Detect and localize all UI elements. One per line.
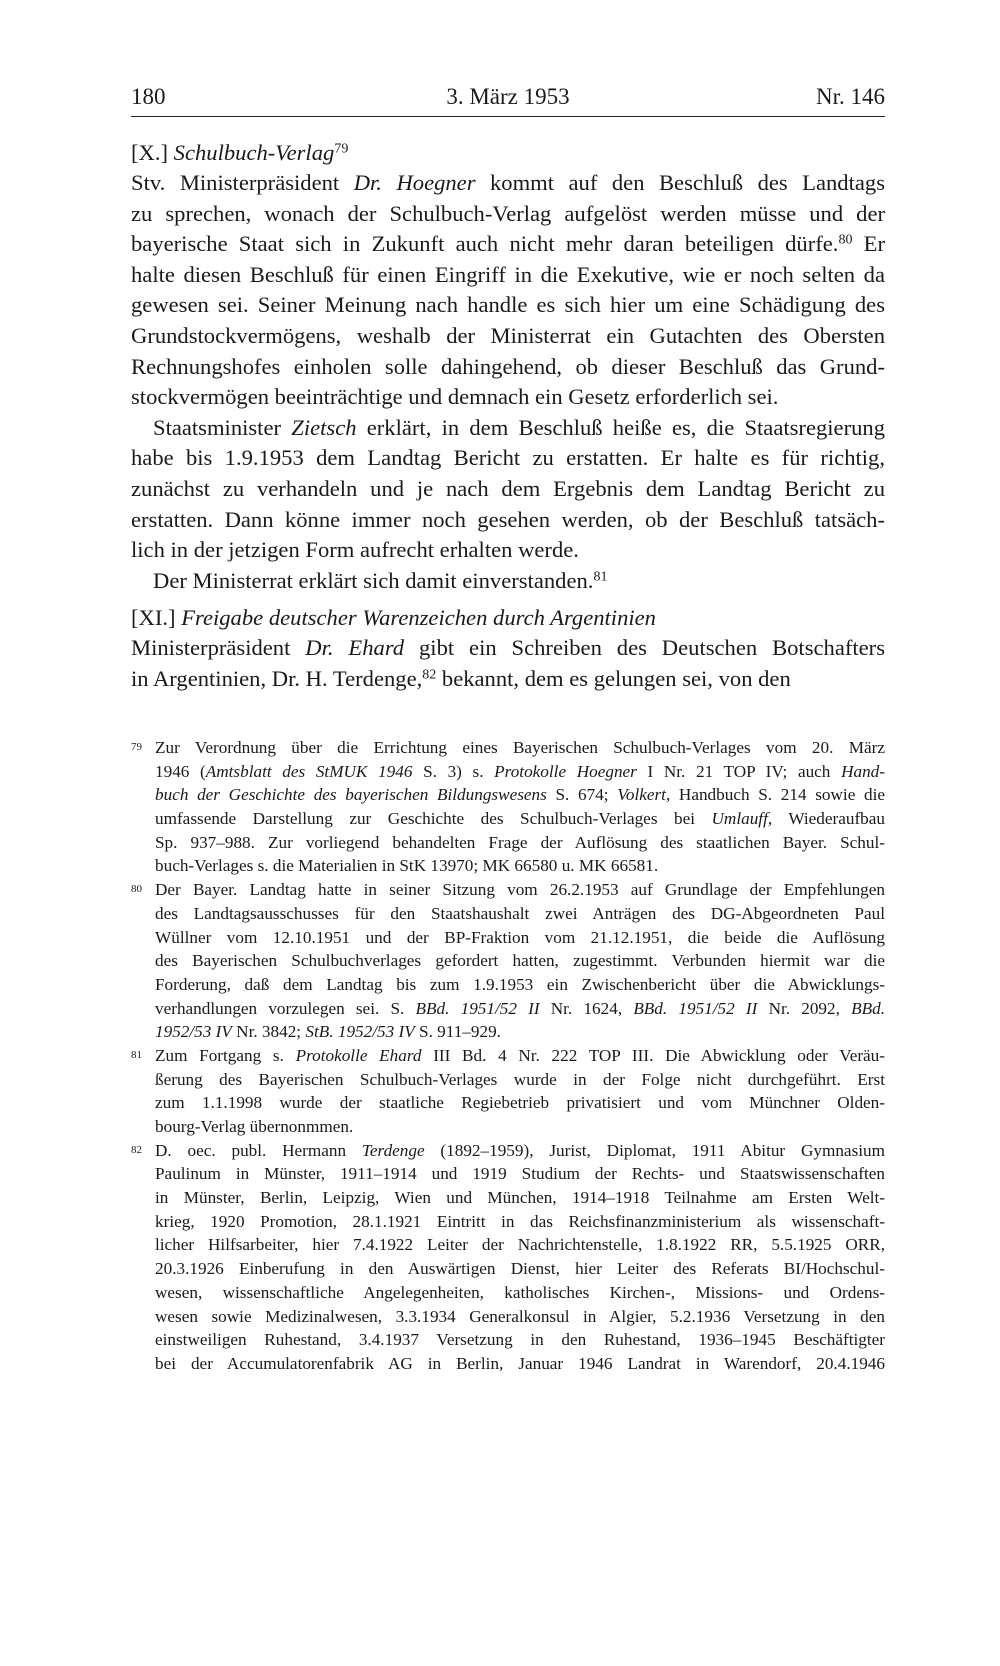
text-run: , Handbuch S. 214 sowie die	[665, 785, 885, 805]
italic-text: Terdenge	[361, 1140, 425, 1160]
text-run: Zum Fortgang s.	[155, 1045, 296, 1065]
text-run: Der Bayer. Landtag hatte in seiner Sitzung vom 26.2.1953 auf Grundlage der Empfehlungen	[155, 880, 885, 900]
italic-text: Hand-	[841, 761, 885, 781]
footnote-line	[155, 1328, 885, 1352]
text-run: Grundstockvermögens, weshalb der Ministerrat ein Gutachten des Obersten	[131, 322, 885, 348]
text-run: ßerung des Bayerischen Schulbuch-Verlages wurde in der Folge nicht durchgeführt. Erst	[155, 1069, 885, 1089]
text-run: Forderung, daß dem Landtag bis zum 1.9.1953 ein Zwischenbericht über die Abwicklungs-	[155, 974, 885, 994]
footnote-number: 82	[131, 1143, 142, 1156]
text-run: S. 674;	[546, 785, 618, 805]
text-run: wesen, wissenschaftliche Angelegenheiten, katholisches Kirchen-, Missions- und Ordens-	[155, 1282, 885, 1302]
paragraph	[131, 566, 885, 597]
italic-text: Amtsblatt des StMUK 1946	[205, 761, 413, 781]
footnote-line	[155, 1186, 885, 1210]
footnote-line	[155, 902, 885, 926]
italic-text: Protokolle Ehard	[295, 1045, 422, 1065]
footnote-ref: 81	[593, 569, 608, 585]
header-date: 3. März 1953	[446, 84, 570, 109]
section-heading	[131, 602, 885, 633]
italic-text: buch der Geschichte des bayerischen Bildungswesens	[155, 785, 547, 805]
footnote-line	[155, 1068, 885, 1092]
footnote-line	[155, 1020, 885, 1044]
footnote-line	[155, 1281, 885, 1305]
running-header	[131, 82, 885, 117]
text-line	[131, 664, 885, 695]
footnote-ref: 80	[838, 232, 853, 248]
text-run: S. 3) s.	[412, 761, 495, 781]
italic-text: StB. 1952/53 IV	[305, 1022, 415, 1042]
text-run: bourg-Verlag übernonmmen.	[155, 1117, 354, 1136]
text-run: erstatten. Dann könne immer noch gesehen werden, ob der Beschluß tatsäch-	[131, 506, 885, 532]
footnote-line	[155, 1210, 885, 1234]
section-roman: [XI.]	[131, 605, 176, 630]
text-line	[131, 382, 885, 413]
text-line	[131, 290, 885, 321]
text-run: (1892–1959), Jurist, Diplomat, 1911 Abitur Gymnasium	[424, 1140, 885, 1160]
text-run: habe bis 1.9.1953 dem Landtag Bericht zu erstatten. Er halte es für richtig,	[131, 445, 885, 471]
section-roman: [X.]	[131, 140, 169, 165]
text-run: Staatsminister	[153, 414, 292, 440]
text-run: des Landtagsausschusses für den Staatshaushalt zwei Anträgen des DG-Abgeordneten Paul	[155, 903, 885, 923]
page-number: 180	[131, 84, 166, 109]
text-run: Nr. 3842;	[231, 1022, 306, 1042]
text-run: bekannt, dem es gelungen sei, von den	[436, 665, 791, 691]
text-run: bei der Accumulatorenfabrik AG in Berlin, Januar 1946 Landrat in Warendorf, 20.4.1946	[155, 1353, 885, 1373]
document-number: Nr. 146	[816, 84, 885, 109]
footnote-line	[155, 997, 885, 1021]
text-run: lich in der jetzigen Form aufrecht erhalten werde.	[131, 537, 579, 563]
italic-text: BBd. 1951/52 II	[415, 998, 540, 1018]
text-run: des Bayerischen Schulbuchverlages gefordert hatten, zugestimmt. Verbunden hiermit war die	[155, 951, 885, 971]
footnote-line	[155, 1305, 885, 1329]
text-run: Der Ministerrat erklärt sich damit einverstanden.	[153, 567, 594, 593]
text-run: krieg, 1920 Promotion, 28.1.1921 Eintritt in das Reichsfinanzministerium als wissenschaft-	[155, 1211, 885, 1231]
text-run: D. oec. publ. Hermann	[155, 1140, 362, 1160]
text-line	[131, 352, 885, 383]
text-line	[131, 474, 885, 505]
footnote-line	[155, 926, 885, 950]
footnote-number: 80	[131, 883, 142, 896]
footnote-line	[155, 1044, 885, 1068]
section-body	[131, 168, 885, 596]
text-line	[131, 199, 885, 230]
text-run: Ministerpräsident	[131, 635, 306, 660]
text-line	[131, 321, 885, 352]
text-run: zu sprechen, wonach der Schulbuch-Verlag aufgelöst werden müsse und der	[131, 200, 885, 226]
text-line	[131, 633, 885, 664]
footnote-line	[155, 1115, 885, 1139]
text-run: 1946 (	[155, 761, 206, 781]
text-run: kommt auf den Beschluß des Landtags	[475, 170, 886, 195]
footnote-line	[155, 1352, 885, 1376]
text-line	[131, 566, 885, 597]
footnote-line	[155, 1257, 885, 1281]
text-run: in Argentinien, Dr. H. Terdenge,	[131, 665, 423, 691]
text-run: Wüllner vom 12.10.1951 und der BP-Fraktion vom 21.12.1951, die beide die Auflösung	[155, 927, 885, 947]
text-line	[131, 443, 885, 474]
text-run: bayerische Staat sich in Zukunft auch nicht mehr daran beteiligen dürfe.	[131, 231, 839, 257]
section-heading	[131, 137, 885, 168]
text-run: licher Hilfsarbeiter, hier 7.4.1922 Leiter der Nachrichtenstelle, 1.8.1922 RR, 5.5.1925 ORR,	[155, 1235, 885, 1255]
text-run: , Wiederaufbau	[767, 809, 885, 829]
text-line	[131, 260, 885, 291]
italic-text: 1952/53 IV	[155, 1022, 232, 1042]
footnote-ref: 82	[422, 666, 437, 682]
text-run: Nr. 1624,	[539, 998, 634, 1018]
text-run: Paulinum in Münster, 1911–1914 und 1919 Studium der Rechts- und Staatswissenschaften	[155, 1164, 885, 1184]
text-line	[131, 505, 885, 536]
paragraph	[131, 633, 885, 694]
text-run: S. 911–929.	[414, 1022, 501, 1042]
text-run: gibt ein Schreiben des Deutschen Botschafters	[404, 635, 886, 660]
text-run: Er	[852, 231, 886, 257]
footnote-line	[155, 1091, 885, 1115]
footnote-line	[155, 973, 885, 997]
text-run: einstweiligen Ruhestand, 3.4.1937 Versetzung in den Ruhestand, 1936–1945 Beschäftigter	[155, 1330, 885, 1350]
footnote-line	[155, 736, 885, 760]
italic-text: Volkert	[617, 785, 666, 805]
section-body	[131, 633, 885, 694]
footnote-79	[131, 736, 885, 878]
footnote-line	[155, 949, 885, 973]
footnote-line	[155, 831, 885, 855]
text-run: 20.3.1926 Einberufung in den Auswärtigen Dienst, hier Leiter des Referats BI/Hochschul-	[155, 1259, 885, 1279]
text-line	[131, 168, 885, 199]
footnote-line	[155, 807, 885, 831]
footnote-line	[155, 854, 885, 878]
text-run: wesen sowie Medizinalwesen, 3.3.1934 Generalkonsul in Algier, 5.2.1936 Versetzung in den	[155, 1306, 885, 1326]
text-line	[131, 229, 885, 260]
footnotes	[131, 736, 885, 1376]
text-line	[131, 413, 885, 444]
italic-text: Dr. Hoegner	[353, 170, 476, 195]
text-run: Rechnungshofes einholen solle dahingehend, ob dieser Beschluß das Grund-	[131, 353, 885, 379]
footnote-80	[131, 878, 885, 1044]
footnote-line	[155, 1162, 885, 1186]
text-run: Nr. 2092,	[757, 998, 852, 1018]
italic-text: Protokolle Hoegner	[494, 761, 637, 781]
italic-text: BBd. 1951/52 II	[633, 998, 758, 1018]
footnote-line	[155, 878, 885, 902]
section-xi	[131, 602, 885, 694]
text-run: zum 1.1.1998 wurde der staatliche Regiebetrieb privatisiert und vom Münchner Olden-	[155, 1093, 885, 1113]
italic-text: Zietsch	[291, 414, 357, 440]
footnote-ref: 79	[334, 141, 349, 157]
text-run: halte diesen Beschluß für einen Eingriff in die Exekutive, wie er noch selten da	[131, 261, 885, 287]
text-run: gewesen sei. Seiner Meinung nach handle es sich hier um eine Schädigung des	[131, 292, 885, 318]
section-title: Freigabe deutscher Warenzeichen durch Argentinien	[181, 605, 656, 630]
text-run: Zur Verordnung über die Errichtung eines Bayerischen Schulbuch-Verlages vom 20. März	[155, 738, 885, 757]
text-run: Sp. 937–988. Zur vorliegend behandelten Frage der Auflösung des staatlichen Bayer. Schul-	[155, 832, 885, 852]
italic-text: BBd.	[851, 998, 885, 1018]
italic-text: Umlauff	[711, 809, 768, 829]
footnote-number: 81	[131, 1048, 142, 1061]
text-line	[131, 535, 885, 566]
text-run: in Münster, Berlin, Leipzig, Wien und München, 1914–1918 Teilnahme am Ersten Welt-	[155, 1188, 885, 1208]
footnote-81	[131, 1044, 885, 1139]
footnote-line	[155, 783, 885, 807]
footnote-82	[131, 1139, 885, 1376]
paragraph	[131, 413, 885, 566]
text-run: erklärt, in dem Beschluß heiße es, die Staatsregierung	[356, 414, 886, 440]
section-x	[131, 137, 885, 596]
text-run: Stv. Ministerpräsident	[131, 170, 354, 195]
text-run: III Bd. 4 Nr. 222 TOP III. Die Abwicklung oder Veräu-	[421, 1045, 886, 1065]
text-run: verhandlungen vorzulegen sei. S.	[155, 998, 416, 1018]
text-run: I Nr. 21 TOP IV; auch	[636, 761, 842, 781]
section-title: Schulbuch-Verlag	[173, 140, 335, 165]
paragraph	[131, 168, 885, 413]
text-run: zunächst zu verhandeln und je nach dem Ergebnis dem Landtag Bericht zu	[131, 475, 885, 501]
footnote-number: 79	[131, 741, 142, 753]
text-run: stockvermögen beeinträchtige und demnach ein Gesetz erforderlich sei.	[131, 384, 779, 410]
text-run: buch-Verlages s. die Materialien in StK 13970; MK 66580 u. MK 66581.	[155, 856, 659, 876]
italic-text: Dr. Ehard	[305, 635, 405, 660]
footnote-line	[155, 1139, 885, 1163]
text-run: umfassende Darstellung zur Geschichte des Schulbuch-Verlages bei	[155, 809, 712, 829]
footnote-line	[155, 1233, 885, 1257]
footnote-line	[155, 760, 885, 784]
